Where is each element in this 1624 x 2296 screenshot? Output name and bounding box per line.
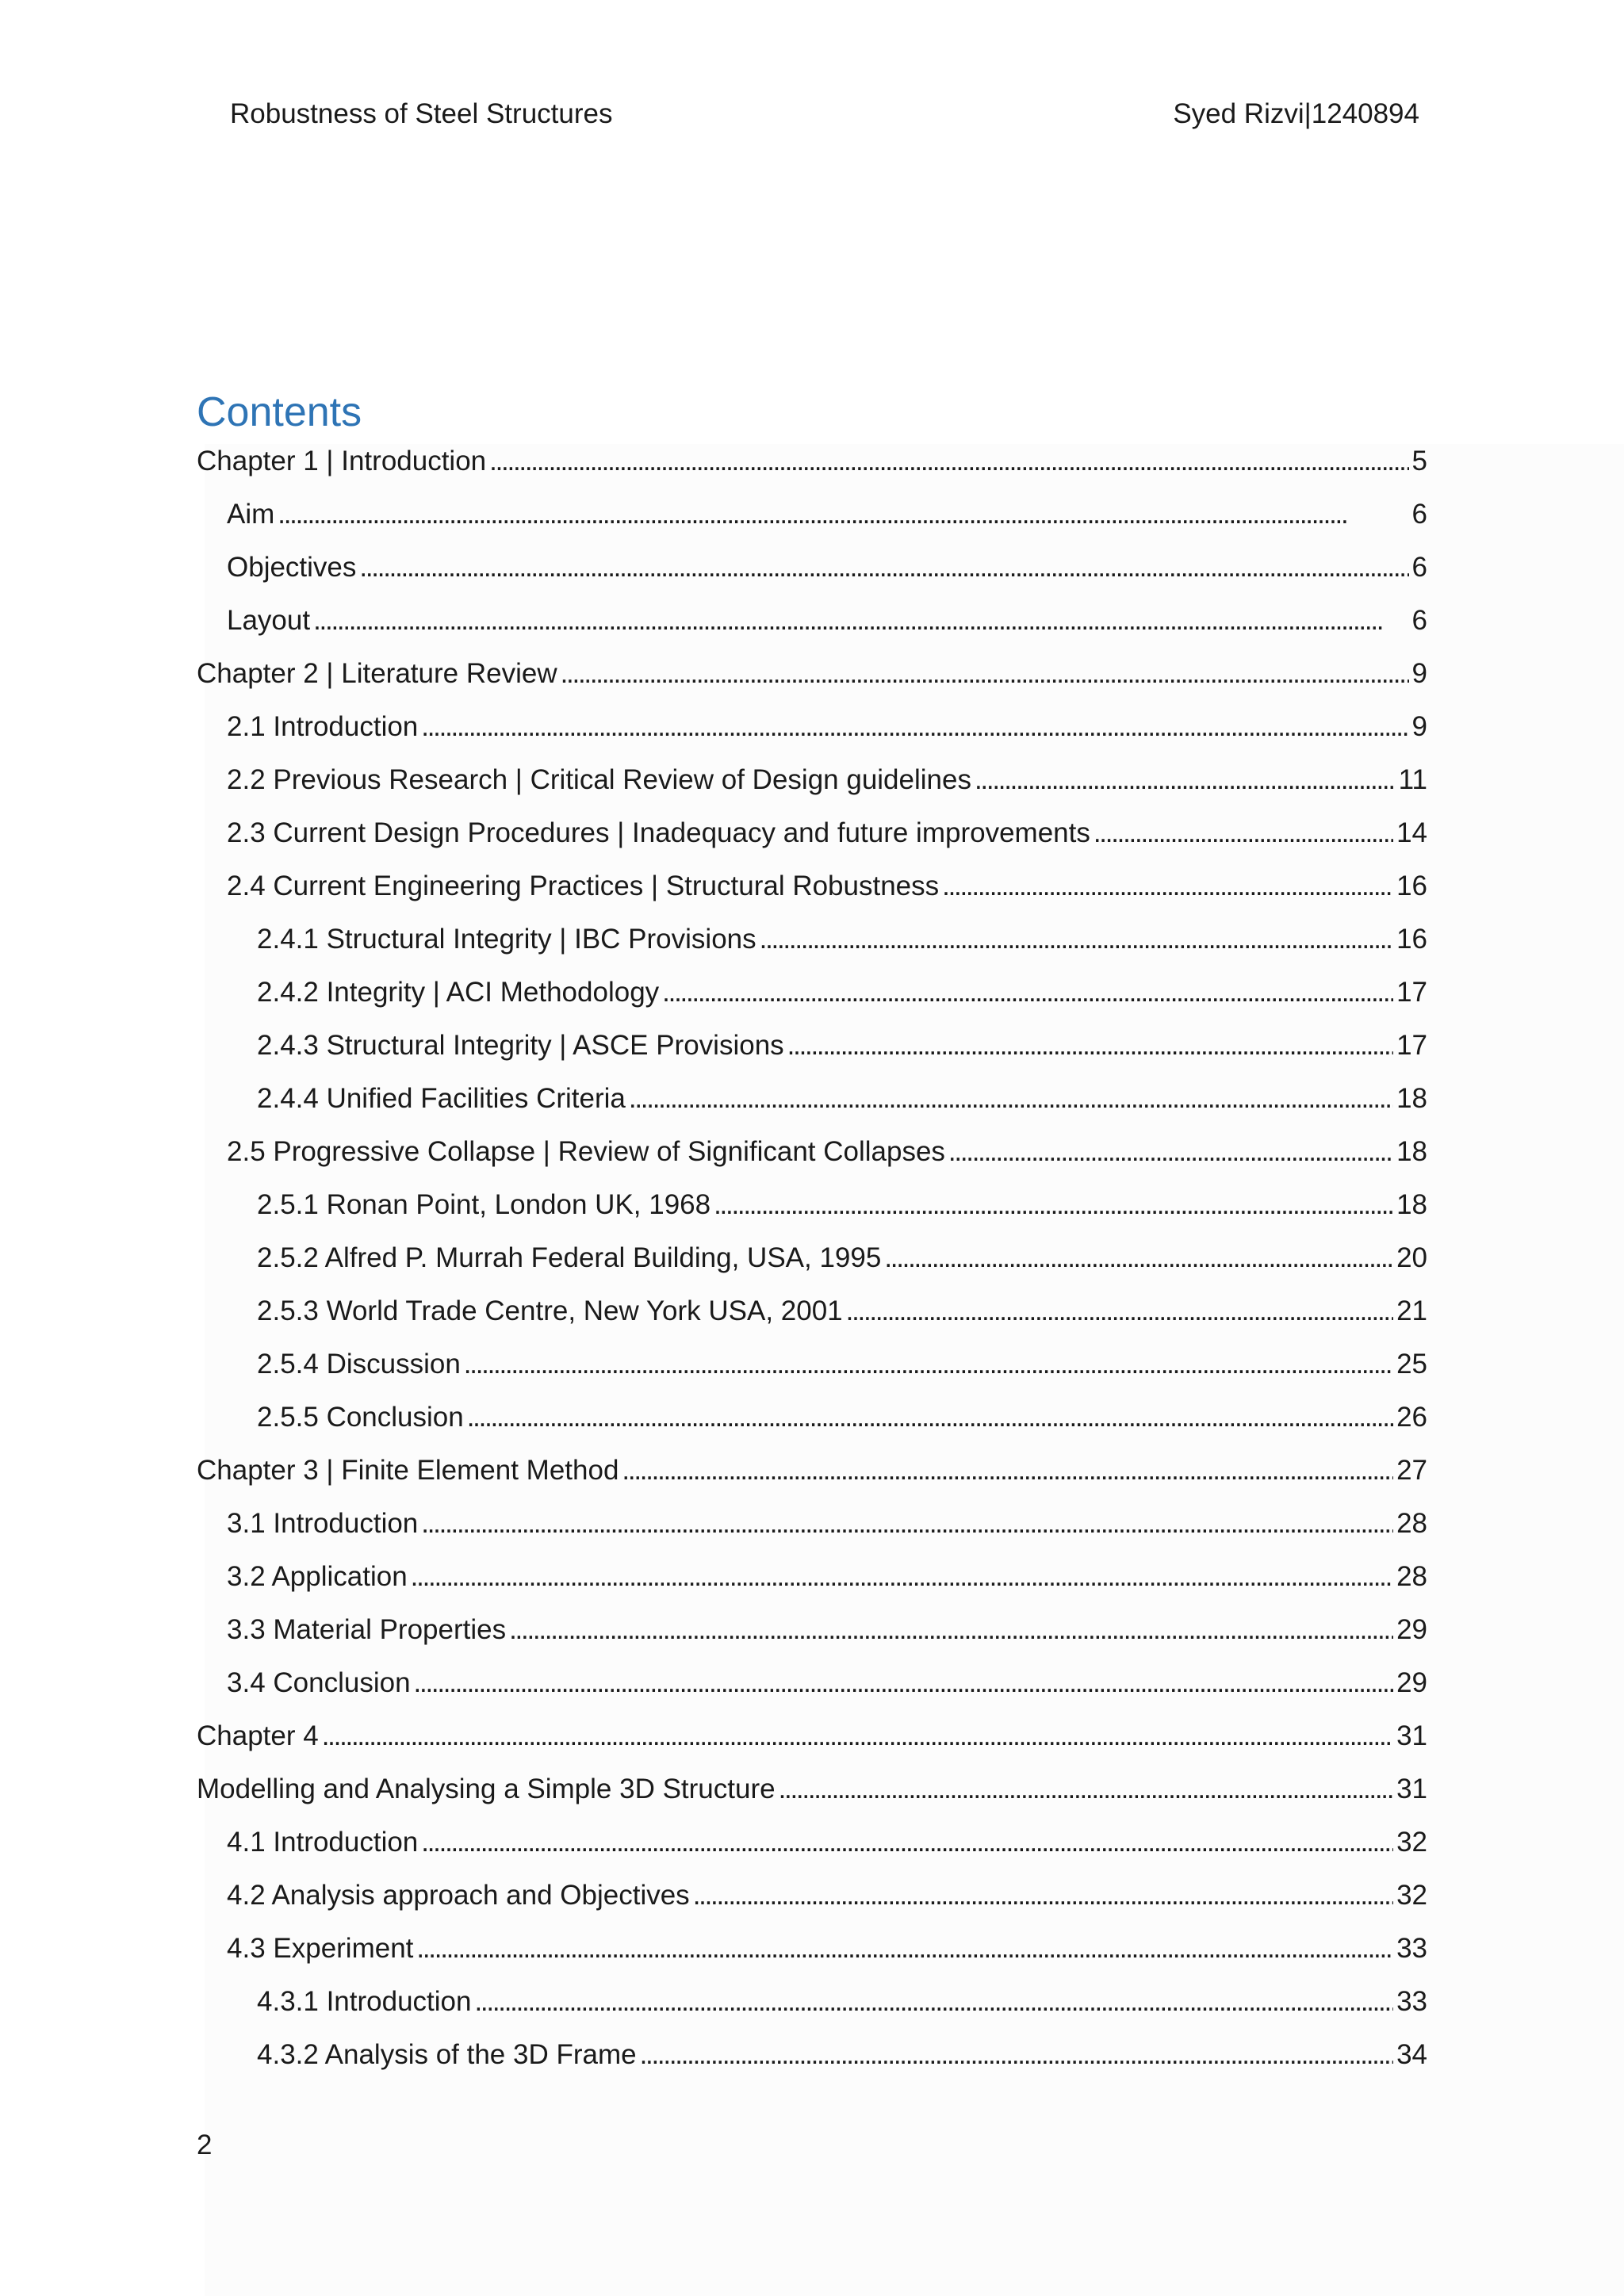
toc-entry-title[interactable]: Modelling and Analysing a Simple 3D Structure <box>197 1774 776 1804</box>
toc-entry[interactable] <box>197 761 1427 814</box>
toc-entry-title[interactable]: 2.4.3 Structural Integrity | ASCE Provisions <box>257 1030 784 1061</box>
toc-entry-page-number[interactable]: 32 <box>1396 1827 1427 1858</box>
toc-entry-title[interactable]: 2.5.5 Conclusion <box>257 1402 464 1433</box>
toc-entry-page-number[interactable]: 20 <box>1396 1242 1427 1273</box>
toc-entry-title[interactable]: Chapter 4 <box>197 1720 319 1751</box>
toc-dot-leader <box>464 1345 1393 1383</box>
toc-entry[interactable] <box>197 1080 1427 1133</box>
toc-dot-leader <box>846 1292 1393 1330</box>
toc-entry[interactable] <box>197 1717 1427 1770</box>
toc-dot-leader <box>359 549 1408 587</box>
toc-entry[interactable] <box>197 1558 1427 1611</box>
toc-entry-title[interactable]: 3.3 Material Properties <box>227 1614 507 1645</box>
toc-entry-title[interactable]: 3.1 Introduction <box>227 1508 419 1539</box>
toc-entry[interactable] <box>197 1823 1427 1877</box>
toc-entry-title[interactable]: 2.3 Current Design Procedures | Inadequacy and future improvements <box>227 817 1090 848</box>
toc-dot-leader <box>640 2036 1393 2074</box>
toc-entry-page-number[interactable]: 31 <box>1396 1720 1427 1751</box>
toc-dot-leader <box>509 1611 1393 1649</box>
toc-entry[interactable] <box>197 1186 1427 1239</box>
toc-entry[interactable] <box>197 1399 1427 1452</box>
toc-entry-page-number[interactable]: 18 <box>1396 1189 1427 1220</box>
toc-dot-leader <box>942 867 1393 905</box>
toc-entry-page-number[interactable]: 25 <box>1396 1349 1427 1380</box>
toc-entry-title[interactable]: 4.1 Introduction <box>227 1827 419 1858</box>
contents-heading: Contents <box>197 389 362 435</box>
page-number: 2 <box>197 2130 213 2160</box>
toc-entry-page-number[interactable]: 34 <box>1396 2039 1427 2070</box>
toc-entry-title[interactable]: Objectives <box>227 552 357 583</box>
toc-dot-leader <box>1094 814 1393 852</box>
toc-entry[interactable] <box>197 1505 1427 1558</box>
toc-entry-page-number[interactable]: 29 <box>1396 1667 1427 1698</box>
toc-dot-leader <box>421 708 1408 746</box>
toc-dot-leader <box>411 1558 1393 1596</box>
toc-dot-leader <box>313 602 1408 640</box>
toc-entry-page-number[interactable]: 32 <box>1396 1880 1427 1911</box>
toc-entry-page-number[interactable]: 28 <box>1396 1561 1427 1592</box>
toc-dot-leader <box>561 655 1409 693</box>
toc-entry-title[interactable]: Layout <box>227 605 311 636</box>
toc-entry-title[interactable]: 2.4.4 Unified Facilities Criteria <box>257 1083 626 1114</box>
toc-entry[interactable] <box>197 1345 1427 1399</box>
toc-entry-title[interactable]: 2.5.3 World Trade Centre, New York USA, 2001 <box>257 1295 843 1326</box>
running-header-title: Robustness of Steel Structures <box>230 98 613 129</box>
toc-entry-page-number[interactable]: 9 <box>1411 658 1427 689</box>
toc-entry-page-number[interactable]: 16 <box>1396 924 1427 955</box>
toc-dot-leader <box>662 974 1393 1012</box>
toc-dot-leader <box>693 1877 1393 1915</box>
toc-entry[interactable] <box>197 1292 1427 1345</box>
toc-entry-page-number[interactable]: 9 <box>1411 711 1427 742</box>
toc-entry-title[interactable]: 2.5.1 Ronan Point, London UK, 1968 <box>257 1189 711 1220</box>
toc-dot-leader <box>474 1983 1393 2021</box>
toc-entry-title[interactable]: Aim <box>227 499 275 530</box>
toc-entry-title[interactable]: 2.2 Previous Research | Critical Review of Design guidelines <box>227 764 971 795</box>
toc-entry-title[interactable]: 4.2 Analysis approach and Objectives <box>227 1880 690 1911</box>
toc-entry-title[interactable]: 3.2 Application <box>227 1561 408 1592</box>
toc-entry-title[interactable]: Chapter 3 | Finite Element Method <box>197 1455 619 1486</box>
toc-dot-leader <box>278 496 1408 534</box>
running-header-author: Syed Rizvi|1240894 <box>1173 98 1419 129</box>
toc-dot-leader <box>787 1027 1393 1065</box>
toc-dot-leader <box>416 1930 1393 1968</box>
toc-entry-title[interactable]: 4.3.2 Analysis of the 3D Frame <box>257 2039 637 2070</box>
toc-entry-page-number[interactable]: 26 <box>1396 1402 1427 1433</box>
toc-entry-title[interactable]: 4.3.1 Introduction <box>257 1986 472 2017</box>
toc-dot-leader <box>779 1770 1393 1808</box>
toc-entry-title[interactable]: 2.4.1 Structural Integrity | IBC Provisions <box>257 924 756 955</box>
toc-entry-page-number[interactable]: 33 <box>1396 1986 1427 2017</box>
toc-entry-page-number[interactable]: 5 <box>1411 446 1427 476</box>
toc-entry[interactable] <box>197 814 1427 867</box>
toc-entry-page-number[interactable]: 33 <box>1396 1933 1427 1964</box>
toc-entry[interactable] <box>197 442 1427 496</box>
toc-dot-leader <box>467 1399 1393 1437</box>
toc-dot-leader <box>489 442 1408 480</box>
toc-dot-leader <box>884 1239 1393 1277</box>
toc-entry-page-number[interactable]: 17 <box>1396 1030 1427 1061</box>
toc-entry[interactable] <box>197 920 1427 974</box>
toc-entry-title[interactable]: 2.5 Progressive Collapse | Review of Significant Collapses <box>227 1136 945 1167</box>
toc-entry-page-number[interactable]: 28 <box>1396 1508 1427 1539</box>
toc-dot-leader <box>760 920 1393 959</box>
toc-entry-page-number[interactable]: 6 <box>1411 499 1427 530</box>
toc-entry-page-number[interactable]: 6 <box>1411 552 1427 583</box>
toc-entry[interactable] <box>197 2036 1427 2089</box>
toc-entry[interactable] <box>197 549 1427 602</box>
toc-dot-leader <box>948 1133 1393 1171</box>
toc-entry-page-number[interactable]: 6 <box>1411 605 1427 636</box>
toc-entry-page-number[interactable]: 18 <box>1396 1136 1427 1167</box>
toc-entry-title[interactable]: 2.5.4 Discussion <box>257 1349 461 1380</box>
toc-dot-leader <box>414 1664 1394 1702</box>
toc-entry[interactable] <box>197 496 1427 549</box>
toc-entry-title[interactable]: Chapter 2 | Literature Review <box>197 658 557 689</box>
toc-entry-page-number[interactable]: 31 <box>1396 1774 1427 1804</box>
toc-dot-leader <box>421 1505 1393 1543</box>
toc-entry-page-number[interactable]: 17 <box>1396 977 1427 1008</box>
toc-entry[interactable] <box>197 708 1427 761</box>
toc-entry-page-number[interactable]: 11 <box>1398 764 1427 795</box>
toc-entry[interactable] <box>197 1664 1427 1717</box>
toc-entry[interactable] <box>197 1611 1427 1664</box>
toc-entry[interactable] <box>197 1133 1427 1186</box>
toc-entry[interactable] <box>197 655 1427 708</box>
toc-entry-title[interactable]: 2.5.2 Alfred P. Murrah Federal Building, USA, 1995 <box>257 1242 882 1273</box>
toc-entry[interactable] <box>197 1452 1427 1505</box>
toc-entry[interactable] <box>197 1770 1427 1823</box>
toc-entry[interactable] <box>197 1930 1427 1983</box>
toc-entry[interactable] <box>197 974 1427 1027</box>
toc-entry-title[interactable]: Chapter 1 | Introduction <box>197 446 487 476</box>
toc-dot-leader <box>322 1717 1393 1755</box>
toc-entry-page-number[interactable]: 21 <box>1396 1295 1427 1326</box>
toc-entry-page-number[interactable]: 27 <box>1396 1455 1427 1486</box>
toc-dot-leader <box>421 1823 1393 1862</box>
toc-entry-page-number[interactable]: 16 <box>1396 871 1427 901</box>
toc-entry[interactable] <box>197 1027 1427 1080</box>
toc-dot-leader <box>975 761 1396 799</box>
toc-entry[interactable] <box>197 1877 1427 1930</box>
toc-entry[interactable] <box>197 1983 1427 2036</box>
toc-entry-title[interactable]: 3.4 Conclusion <box>227 1667 411 1698</box>
toc-dot-leader <box>622 1452 1393 1490</box>
toc-entry-title[interactable]: 2.1 Introduction <box>227 711 419 742</box>
toc-entry[interactable] <box>197 602 1427 655</box>
toc-entry-page-number[interactable]: 14 <box>1396 817 1427 848</box>
toc-entry-title[interactable]: 2.4 Current Engineering Practices | Structural Robustness <box>227 871 940 901</box>
toc-entry-page-number[interactable]: 18 <box>1396 1083 1427 1114</box>
toc-entry-title[interactable]: 4.3 Experiment <box>227 1933 414 1964</box>
toc-dot-leader <box>714 1186 1393 1224</box>
toc-entry[interactable] <box>197 1239 1427 1292</box>
toc-entry-page-number[interactable]: 29 <box>1396 1614 1427 1645</box>
toc-dot-leader <box>629 1080 1393 1118</box>
toc-entry-title[interactable]: 2.4.2 Integrity | ACI Methodology <box>257 977 660 1008</box>
toc-entry[interactable] <box>197 867 1427 920</box>
table-of-contents <box>197 442 1427 2089</box>
